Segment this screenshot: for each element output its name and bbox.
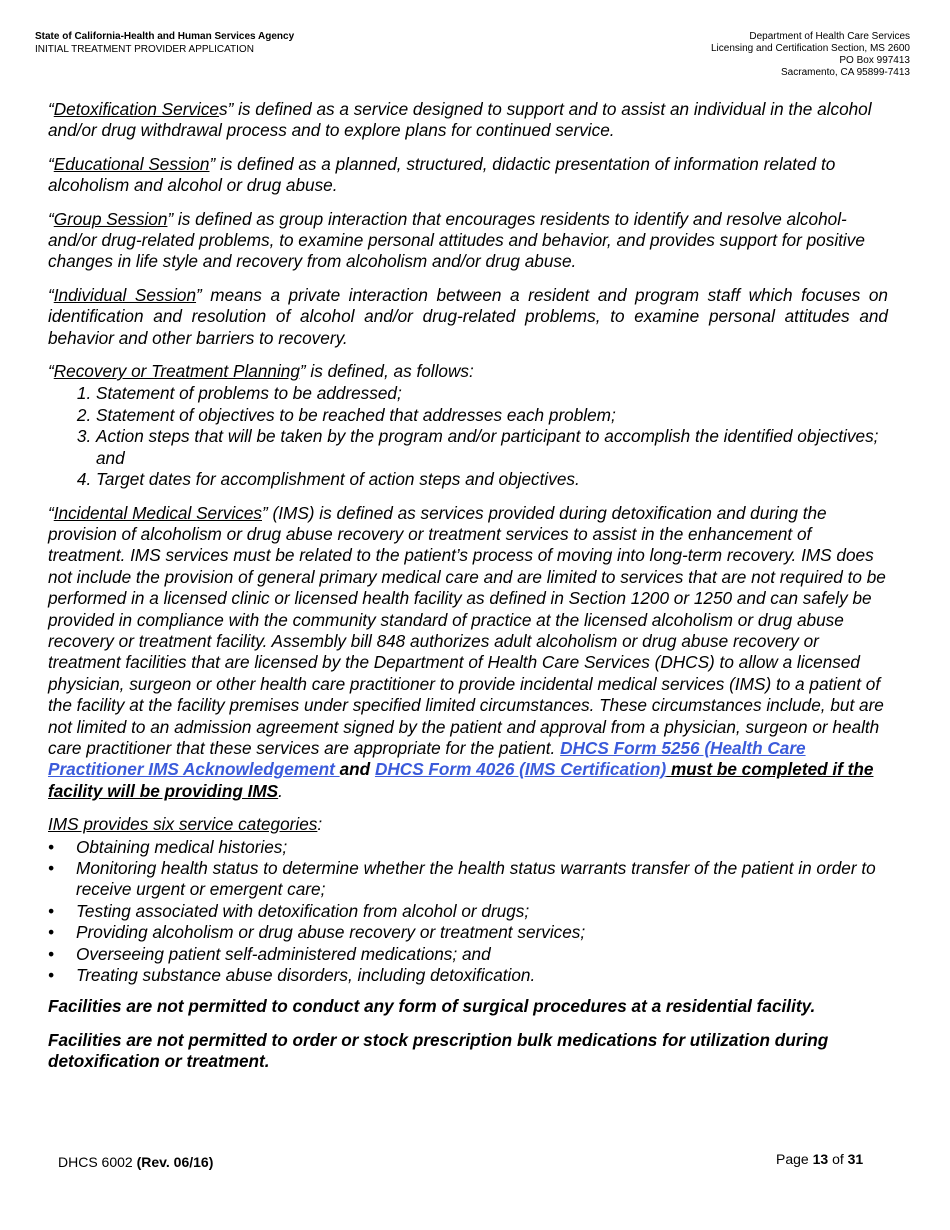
planning-steps-list <box>48 383 888 490</box>
service-categories-list <box>48 837 888 987</box>
agency-name: State of California-Health and Human Services Agency <box>35 31 295 42</box>
term-group-session: Group Session <box>53 208 168 229</box>
term-educational-session: Educational Session <box>53 153 210 174</box>
term-recovery-planning: Recovery or Treatment Planning <box>53 361 300 382</box>
bullet-icon: • <box>48 836 55 857</box>
form-title: INITIAL TREATMENT PROVIDER APPLICATION <box>35 44 254 55</box>
surgical-procedures-statement: Facilities are not permitted to conduct any form of surgical procedures at a residential facility. <box>48 996 816 1017</box>
prescription-medications-statement: Facilities are not permitted to order or stock prescription bulk medications for utilization during detoxification or treatment. <box>48 1029 829 1072</box>
list-item: 1. Statement of problems to be addressed; <box>96 383 888 404</box>
address-line: Department of Health Care Services <box>749 31 910 42</box>
definition-group-session: “Group Session” is defined as group interaction that encourages residents to identify and resolve alcohol- and/or drug-related problems, to examine personal attitudes and behavior, and provides support for positive changes in life style and recovery from alcoholism and/or drug abuse. <box>48 208 865 272</box>
bullet-icon: • <box>48 965 55 986</box>
document-body <box>48 99 888 1085</box>
dhcs-form-5256-link[interactable]: DHCS Form 5256 (Health Care Practitioner IMS Acknowledgement <box>48 737 806 780</box>
address-line: PO Box 997413 <box>839 55 910 66</box>
term-detoxification: Detoxification Service <box>53 99 219 119</box>
bullet-icon: • <box>48 922 55 943</box>
list-item: 2. Statement of objectives to be reached that addresses each problem; <box>96 405 888 426</box>
definition-detoxification: “Detoxification Services” is defined as a service designed to support and to assist an individual in the alcohol and/or drug withdrawal process and to explore plans for continued service. <box>48 99 872 141</box>
term-individual-session: Individual Session <box>53 284 197 305</box>
ims-requirement: must be completed if the facility will be providing IMS <box>48 759 874 801</box>
definition-individual-session: “Individual Session” means a private interaction between a resident and program staff which focuses on identification and resolution of alcohol and/or drug-related problems, to examine personal attitudes and behavior and other barriers to recovery. <box>48 284 888 348</box>
categories-heading: IMS provides six service categories: <box>48 814 323 835</box>
term-incidental-medical-services: Incidental Medical Services <box>53 502 262 523</box>
list-item: • Overseeing patient self-administered medications; and <box>48 943 491 964</box>
list-item: • Treating substance abuse disorders, including detoxification. <box>48 965 536 986</box>
bullet-icon: • <box>48 858 55 878</box>
list-item: 4. Target dates for accomplishment of action steps and objectives. <box>96 469 888 490</box>
list-item: • Testing associated with detoxification from alcohol or drugs; <box>48 900 530 921</box>
form-number: DHCS 6002 (Rev. 06/16) <box>58 1154 214 1170</box>
bullet-icon: • <box>48 943 55 964</box>
list-item: • Providing alcoholism or drug abuse recovery or treatment services; <box>48 922 586 943</box>
address-line: Sacramento, CA 95899-7413 <box>781 67 910 78</box>
header-left <box>35 30 294 56</box>
bullet-icon: • <box>48 900 55 921</box>
page-number: Page 13 of 31 <box>776 1151 864 1167</box>
definition-educational-session: “Educational Session” is defined as a planned, structured, didactic presentation of information related to alcoholism and alcohol or drug abuse. <box>48 153 836 196</box>
list-item: 3. Action steps that will be taken by the program and/or participant to accomplish the identified objectives; and <box>96 426 888 469</box>
definition-incidental-medical-services: “Incidental Medical Services” (IMS) is defined as services provided during detoxification and during the provision of alcoholism or drug abuse recovery or treatment services to assist in the enhancement of treatment. IMS services must be related to the patient’s process of moving into long-term recovery. IMS does not include the provision of general primary medical care and are limited to services that are not required to be performed in a licensed clinic or licensed health facility as defined in Section 1200 or 1250 and can safely be provided in compliance with the community standard of practice at the licensed alcoholism or drug abuse recovery or treatment facility. Assembly bill 848 authorizes adult alcoholism or drug abuse recovery or treatment facilities that are licensed by the Department of Health Care Services (DHCS) to allow a licensed physician, surgeon or other health care practitioner to provide incidental medical services (IMS) to a patient of the facility at the facility premises under specified limited circumstances. These circumstances include, but are not limited to an admission agreement signed by the patient and approval from a physician, surgeon or health care practitioner that these services are appropriate for the patient. DHCS Form 5256 (Health Care Practitioner IMS Acknowledgement and DHCS Form 4026 (IMS Certification) must be completed if the facility will be providing IMS. <box>48 502 886 801</box>
definition-recovery-planning: “Recovery or Treatment Planning” is defined, as follows: <box>48 361 474 382</box>
list-item: • Obtaining medical histories; <box>48 836 288 857</box>
revision: (Rev. 06/16) <box>136 1154 214 1170</box>
dhcs-form-4026-link[interactable]: DHCS Form 4026 (IMS Certification) <box>374 759 667 780</box>
header-address <box>711 31 910 79</box>
list-item: • Monitoring health status to determine whether the health status warrants transfer of the patient in order to receive urgent or emergent care; <box>48 858 876 900</box>
address-line: Licensing and Certification Section, MS 2600 <box>710 43 910 54</box>
